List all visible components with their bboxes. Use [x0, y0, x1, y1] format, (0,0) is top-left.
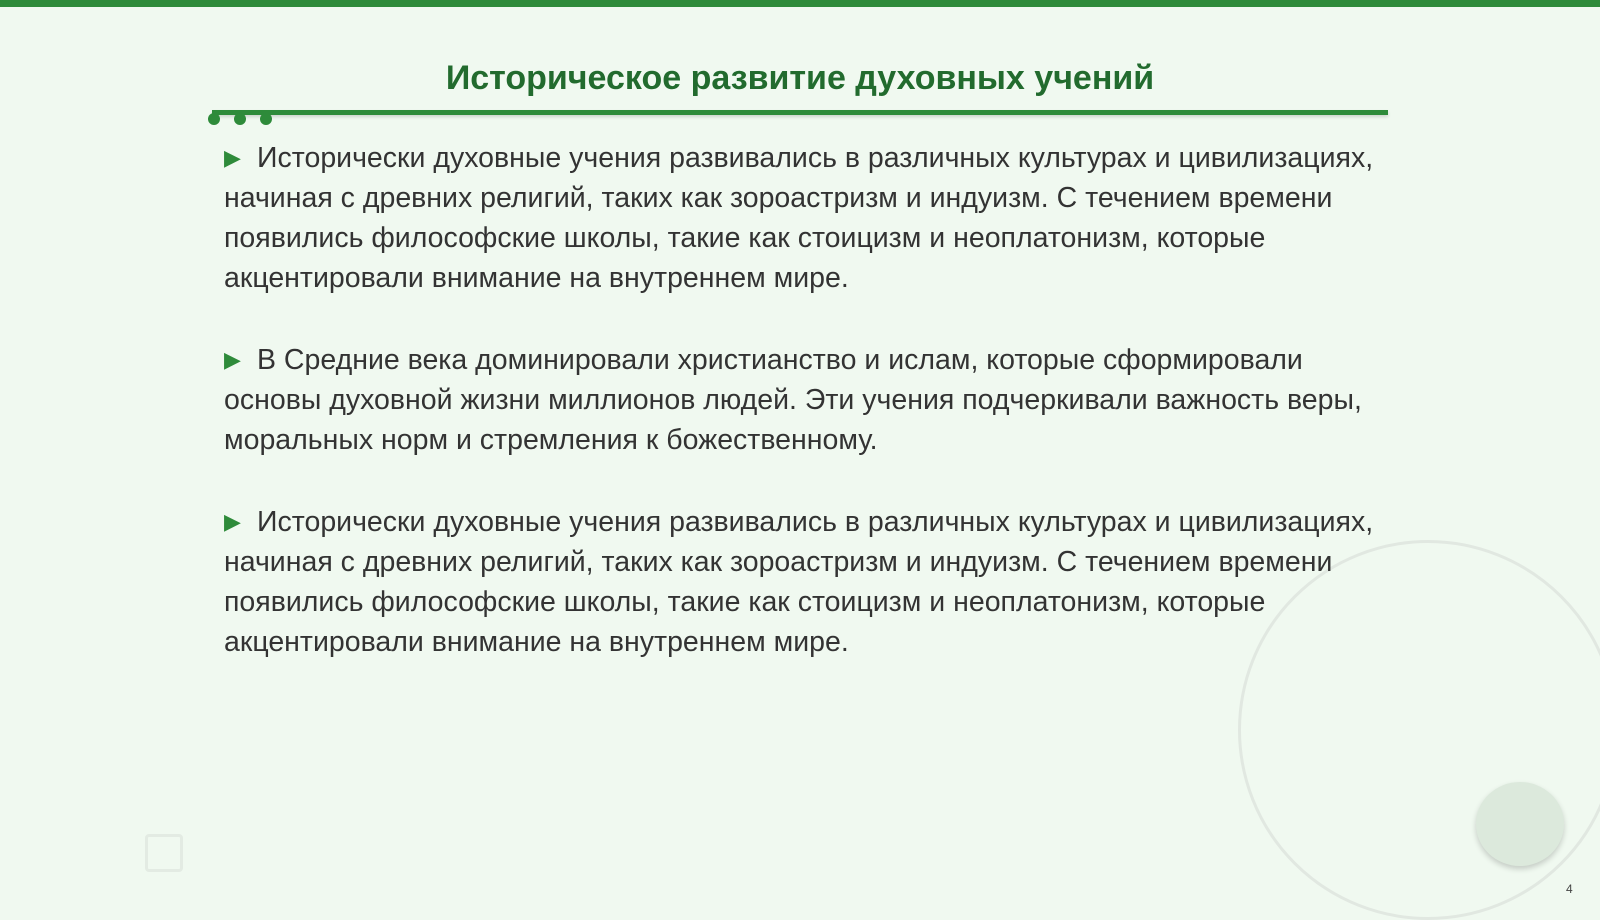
decorative-square	[145, 834, 183, 872]
underline-dot	[260, 113, 272, 125]
underline-dot	[234, 113, 246, 125]
bullet-paragraph	[224, 138, 1384, 298]
top-accent-bar	[0, 0, 1600, 7]
slide-content	[224, 138, 1384, 704]
slide-title: Историческое развитие духовных учений	[445, 59, 1155, 97]
underline-dot	[208, 113, 220, 125]
triangle-right-icon: ▶	[224, 347, 241, 372]
triangle-right-icon: ▶	[224, 509, 241, 534]
paragraph-text: В Средние века доминировали христианство и ислам, которые сформировали основы духовной жизни миллионов людей. Эти учения подчеркивали важность веры, моральных норм и стремления к божественному.	[224, 344, 1362, 456]
paragraph-text: Исторически духовные учения развивались в различных культурах и цивилизациях, начиная с древних религий, таких как зороастризм и индуизм. С течением времени появились философские школы, такие как стоицизм и неоплатонизм, которые акцентировали внимание на внутреннем мире.	[224, 142, 1374, 294]
title-underline	[212, 110, 1388, 115]
page-number: 4	[1566, 882, 1573, 896]
triangle-right-icon: ▶	[224, 145, 241, 170]
bullet-paragraph	[224, 502, 1384, 662]
paragraph-text: Исторически духовные учения развивались в различных культурах и цивилизациях, начиная с древних религий, таких как зороастризм и индуизм. С течением времени появились философские школы, такие как стоицизм и неоплатонизм, которые акцентировали внимание на внутреннем мире.	[224, 506, 1374, 658]
decorative-circle	[1476, 782, 1564, 866]
bullet-paragraph	[224, 340, 1384, 460]
